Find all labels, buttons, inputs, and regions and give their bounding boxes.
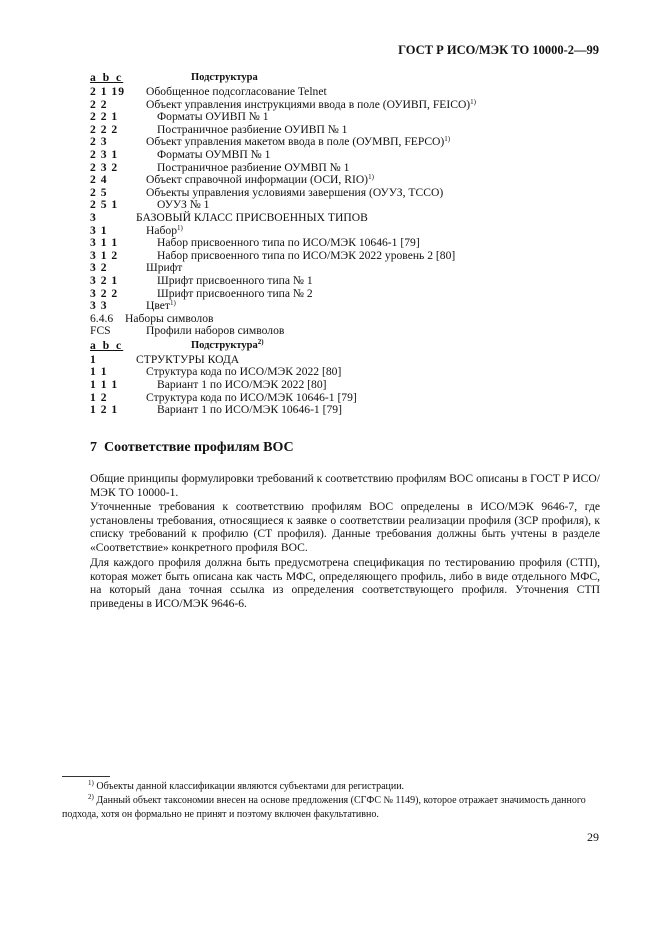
footnote-ref: 1) [470, 97, 477, 106]
table2-head-code: a b c [90, 338, 124, 352]
footnote-ref: 1) [368, 173, 374, 182]
row-code: 3 3 [90, 299, 108, 313]
row-text: Структура кода по ИСО/МЭК 2022 [80] [146, 365, 342, 379]
row-text: Вариант 1 по ИСО/МЭК 2022 [80] [157, 378, 327, 392]
footnote-ref: 1) [444, 135, 451, 144]
row-code: 3 2 2 [90, 286, 119, 300]
row-text: Форматы ОУИВП № 1 [157, 110, 269, 124]
row-text: Объекты управления условиями завершения (ОУУЗ, TCCO) [146, 185, 444, 199]
row-code: 2 3 2 [90, 160, 119, 174]
row-code: 3 1 1 [90, 236, 119, 250]
row-code: 3 [90, 210, 97, 224]
row-text: Шрифт присвоенного типа № 2 [157, 286, 313, 300]
row-code: 2 1 19 [90, 85, 125, 98]
page-header: ГОСТ Р ИСО/МЭК ТО 10000-2—99 [398, 43, 599, 57]
row-code: 2 2 2 [90, 122, 119, 136]
row-text: Набор присвоенного типа по ИСО/МЭК 2022 уровень 2 [80] [157, 248, 456, 262]
row-text: Шрифт [146, 261, 183, 275]
subsection-number: 6.4.6 [90, 311, 114, 325]
fcs-text: Профили наборов символов [146, 324, 285, 338]
row-text: Шрифт присвоенного типа № 1 [157, 273, 313, 287]
row-text: Объект управления макетом ввода в поле (ОУМВП, FEPCO)$^{1)}$ [146, 135, 451, 149]
paragraph-3: Для каждого профиля должна быть предусмотрена спецификация по тестированию профиля (СТП), которая может быть описана как часть МФС, определяющего профиль, либо в виде отдельного МФС, на который дана точная ссылка из определения соответствующего профиля. Уточнения СТП приведены в ИСО/МЭК 9646-6. [90, 556, 600, 610]
row-text: ОУУЗ № 1 [157, 198, 210, 212]
row-text: СТРУКТУРЫ КОДА [136, 352, 240, 366]
fcs-code: FCS [90, 324, 111, 338]
row-code: 2 5 [90, 185, 108, 199]
paragraph-2: Уточненные требования к соответствию профилям ВОС определены в ИСО/МЭК 9646-7, где установлены требования, относящиеся к заявке о соответствии реализации профиля (ЗСР профиля), к списку требований к профилю (СТ профиля). Данные требования должны быть учтены в разделе «Соответствие» конкретного профиля ВОС. [90, 500, 600, 554]
table-head-code: a b c [90, 71, 124, 84]
row-code: 1 1 1 [90, 378, 119, 392]
row-code: 2 3 1 [90, 147, 119, 161]
page-number: 29 [587, 830, 599, 844]
footnote-2: $^{2)}$ Данный объект таксономии внесен на основе предложения (СГФС № 1149), которое отражает значимость данного подхода, хотя он формально не принят и поэтому включен факультативно. [62, 793, 586, 820]
row-text: Структура кода по ИСО/МЭК 10646-1 [79] [146, 390, 357, 404]
row-code: 1 2 [90, 390, 108, 404]
row-text: Постраничное разбиение ОУИВП № 1 [157, 122, 348, 136]
row-code: 3 1 2 [90, 248, 119, 262]
row-text: Набор присвоенного типа по ИСО/МЭК 10646-1 [79] [157, 236, 420, 250]
section-title: 7 Соответствие профилям ВОС [90, 440, 294, 455]
row-code: 2 4 [90, 173, 108, 187]
table2-head-title: Подструктура$^{2)}$ [191, 337, 264, 351]
row-code: 3 2 1 [90, 273, 119, 287]
row-code: 2 3 [90, 135, 108, 149]
table2-head-sup: 2) [257, 337, 264, 346]
row-text: Вариант 1 по ИСО/МЭК 10646-1 [79] [157, 403, 342, 417]
row-text: Форматы ОУМВП № 1 [157, 147, 271, 161]
row-code: 1 2 1 [90, 403, 119, 417]
subsection-title: Наборы символов [125, 311, 214, 325]
row-text: БАЗОВЫЙ КЛАСС ПРИСВОЕННЫХ ТИПОВ [136, 210, 368, 224]
row-code: 3 2 [90, 261, 108, 275]
paragraph-1: Общие принципы формулировки требований к соответствию профилям ВОС описаны в ГОСТ Р ИСО/МЭК ТО 10000-1. [90, 472, 600, 499]
row-code: 2 2 1 [90, 110, 119, 124]
row-text: Постраничное разбиение ОУМВП № 1 [157, 160, 350, 174]
row-text: Объект управления инструкциями ввода в поле (ОУИВП, FEICO)$^{1)}$ [146, 97, 477, 111]
row-code: 1 1 [90, 365, 108, 379]
row-code: 2 5 1 [90, 198, 119, 212]
row-text: Объект справочной информации (ОСИ, RIO)$^{1)}$ [146, 173, 374, 187]
row-text: Цвет$^{1)}$ [146, 299, 176, 313]
footnote-1: $^{1)}$ Объекты данной классификации являются субъектами для регистрации. [88, 779, 405, 792]
footnote-separator [62, 776, 110, 777]
footnote-ref: 1) [177, 223, 183, 232]
row-text: Обобщенное подсогласование Telnet [146, 85, 327, 98]
table-head-title: Подструктура [191, 72, 258, 83]
row-text: Набор$^{1)}$ [146, 223, 183, 237]
footnote-ref: 1) [170, 299, 176, 308]
row-code: 1 [90, 352, 97, 366]
row-code: 3 1 [90, 223, 108, 237]
row-code: 2 2 [90, 97, 108, 111]
